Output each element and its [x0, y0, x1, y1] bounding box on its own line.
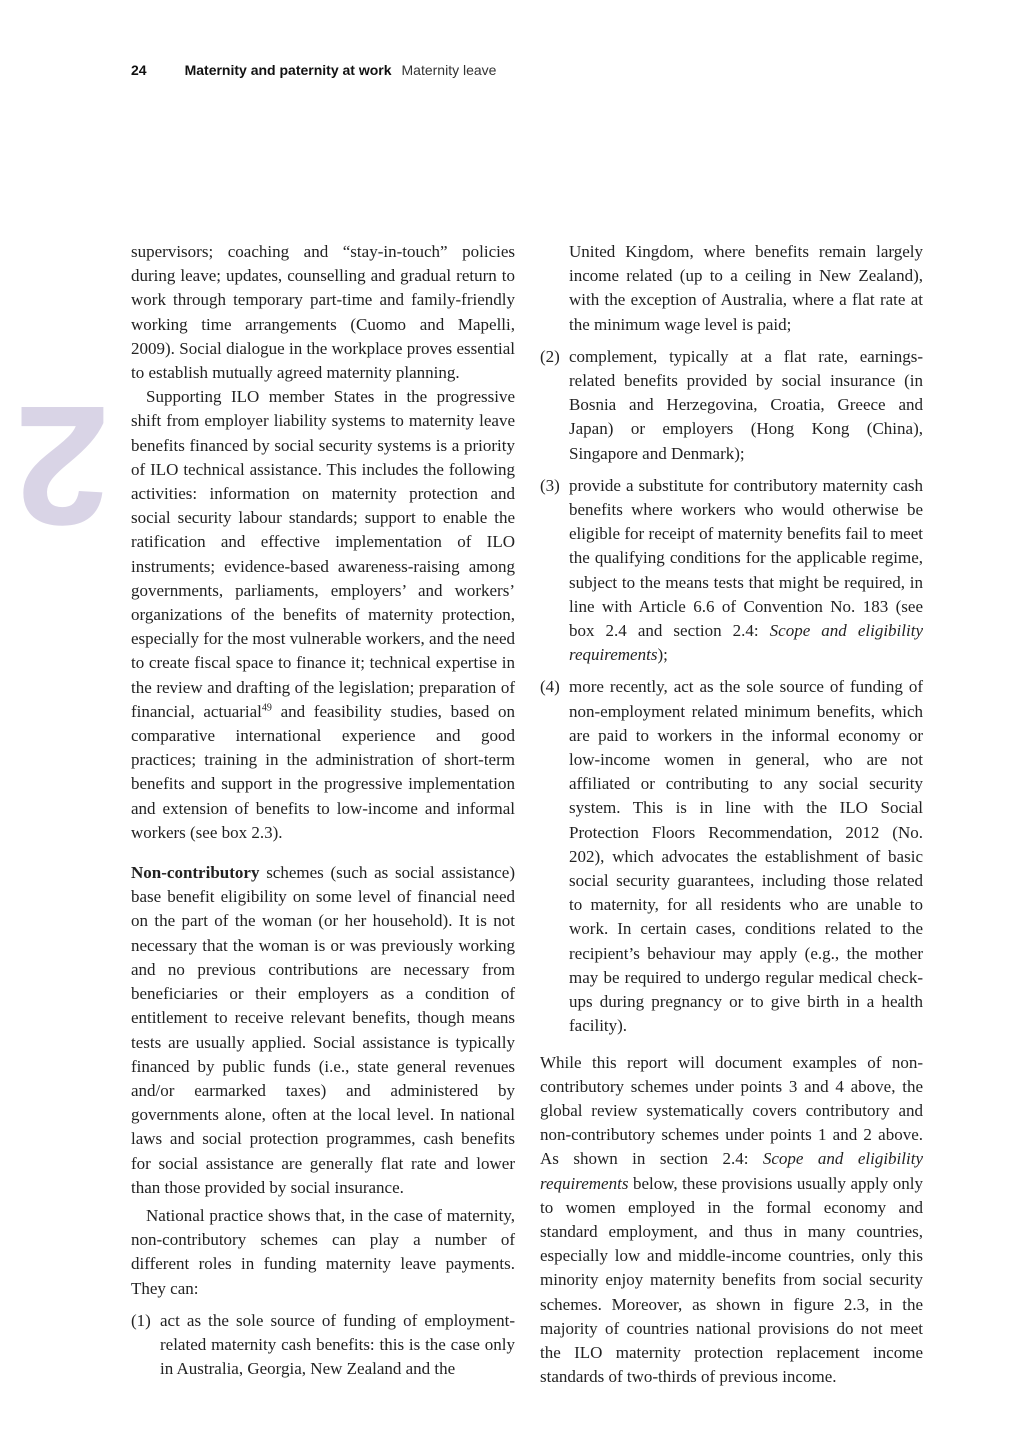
chapter-number-mark: 2 [14, 370, 110, 560]
list-number: (3) [540, 475, 560, 495]
list-item: (2) complement, typically at a flat rate, earnings-related benefits provided by social insurance (in Bosnia and Herzegovina, Croatia, Greece and Japan) or employers (Hong Kong (China), Singapore and Denmark); [540, 346, 923, 463]
section-reference: Scope and eligibility requirements [569, 621, 923, 665]
paragraph: supervisors; coaching and “stay-in-touch” policies during leave; updates, counselling and gradual return to work through temporary part-time and family-friendly working time arrangements (Cuomo and Mapelli, 2009). Social dialogue in the workplace proves essential to establish mutually agreed maternity planning. [131, 242, 515, 383]
paragraph: National practice shows that, in the case of maternity, non-contributory schemes can play a number of different roles in funding maternity leave payments. They can: [131, 1205, 515, 1298]
list-item: (3) provide a substitute for contributory maternity cash benefits where workers who would otherwise be eligible for receipt of maternity benefits fail to meet the qualifying conditions for the applicable regime, subject to the means tests that might be required, in line with Article 6.6 of Convention No. 183 (see box 2.4 and section 2.4: Scope and eligibility requirements); [540, 475, 923, 665]
term-noncontributory: Non-contributory [131, 863, 260, 883]
right-column [540, 240, 923, 1389]
list-item-continuation: United Kingdom, where benefits remain largely income related (up to a ceiling in New Zealand), with the exception of Australia, where a flat rate at the minimum wage level is paid; [569, 242, 923, 334]
list-number: (2) [540, 346, 560, 366]
list-number: (1) [131, 1310, 151, 1330]
paragraph: While this report will document examples of non-contributory schemes under points 3 and 4 above, the global review systematically covers contributory and non-contributory schemes under points 1 and 2 above. As shown in section 2.4: Scope and eligibility requirements below, these provisions usually apply only to women employed in the formal economy and standard employment, and thus in many countries, especially low and middle-income countries, only this minority enjoy maternity benefits from social security schemes. Moreover, as shown in figure 2.3, in the majority of countries national provisions do not meet the ILO maternity protection replacement income standards of two-thirds of previous income. [540, 1052, 923, 1387]
page-number: 24 [131, 62, 147, 78]
list-item: (4) more recently, act as the sole source of funding of non-employment related minimum benefits, which are paid to workers in the informal economy or low-income women in general, who are not affiliated or contributing to any social security system. This is in line with the ILO Social Protection Floors Recommendation, 2012 (No. 202), which advocates the establishment of basic social security guarantees, including those related to maternity, for all residents who are unable to work. In certain cases, conditions related to the recipient’s behaviour may apply (e.g., the mother may be required to undergo regular medical check-ups during pregnancy or to give birth in a health facility). [540, 677, 923, 1036]
paragraph: Non-contributory schemes (such as social assistance) base benefit eligibility on some level of financial need on the part of the woman (or her household). It is not necessary that the woman is or was previously working and no previous contributions are necessary from beneficiaries or their employers as a condition of entitlement to receive relevant benefits, though means tests are usually applied. Social assistance is typically financed by public funds (i.e., state general revenues and/or earmarked taxes) and administered by governments alone, often at the local level. In national laws and social protection programmes, cash benefits for social assistance are generally flat rate and lower than those provided by social insurance. [131, 863, 515, 1197]
footnote-ref: 49 [261, 702, 272, 714]
running-header [131, 58, 496, 82]
section-name: Maternity leave [401, 62, 497, 78]
left-column [131, 240, 515, 1381]
list-number: (4) [540, 677, 560, 697]
list-item: (1) act as the sole source of funding of employment-related maternity cash benefits: this is the case only in Australia, Georgia, New Zealand and the [131, 1310, 515, 1379]
paragraph: Supporting ILO member States in the progressive shift from employer liability systems to maternity leave benefits financed by social security systems is a priority of ILO technical assistance. This includes the following activities: information on maternity protection and social security labour standards; support to enable the ratification and effective implementation of ILO instruments; evidence-based awareness-raising among governments, parliaments, employers’ and workers’ organizations of the benefits of maternity protection, especially for the most vulnerable workers, and the need to create fiscal space to finance it; technical expertise in the review and drafting of the legislation; preparation of financial, actuarial$^{49}$ and feasibility studies, based on comparative international experience and good practices; training in the administration of short-term benefits and support in the progressive implementation and extension of benefits to low-income and informal workers (see box 2.3). [131, 387, 515, 842]
publication-title: Maternity and paternity at work [184, 62, 392, 78]
section-reference: Scope and eligibility requirements [540, 1149, 923, 1193]
